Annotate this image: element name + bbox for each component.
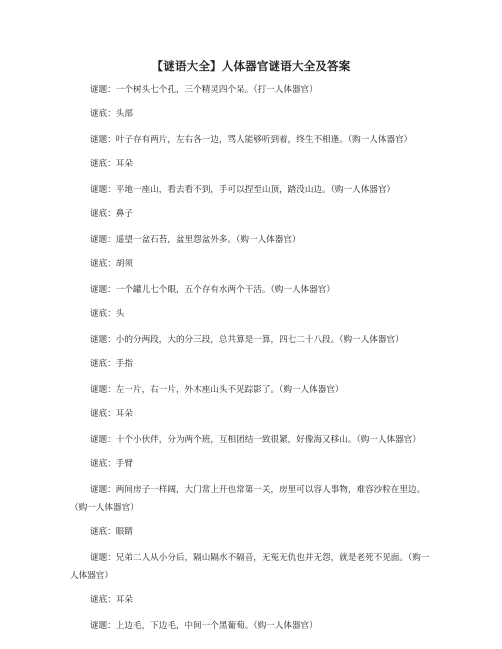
riddle-answer: 谜底：头部 [90, 109, 133, 119]
riddle-question: 谜题：十个小伙伴，分为两个班，互相团结一致很紧，好像海又移山。（购一人体器官） [90, 435, 421, 445]
riddle-answer: 谜底：耳朵 [90, 595, 133, 605]
riddle-answer: 谜底：头 [90, 309, 125, 319]
riddle-list [70, 81, 434, 641]
riddle-question: 谜题：一个树头七个孔，三个精灵四个呆。（打一人体器官） [90, 85, 318, 95]
riddle-answer: 谜底：手指 [90, 359, 133, 369]
riddle-question: 谜题：遥望一盆石苔，盆里怨盆外多。（购一人体器官） [90, 235, 301, 245]
riddle-answer: 谜底：眼睛 [90, 527, 133, 537]
riddle-question: 谜题：两间房子一样阔，大门常上开也常第一关，房里可以容人事物，难容沙粒在里边。（购一人体器官） [70, 485, 426, 513]
riddle-question: 谜题：上边毛，下边毛，中间一个黑葡萄。（购一人体器官） [90, 621, 318, 631]
riddle-question: 谜题：左一片，右一片，外木座山头不见踪影了。（购一人体器官） [90, 385, 344, 395]
riddle-answer: 谜底：胡须 [90, 259, 133, 269]
document-title: 【谜语大全】人体器官谜语大全及答案 [151, 59, 351, 73]
riddle-answer: 谜底：耳朵 [90, 159, 133, 169]
riddle-question: 谜题：小的分两段，大的分三段，总共算是一算，四七二十八段。（购一人体器官） [90, 335, 404, 345]
riddle-question: 谜题：叶子存有两片，左右各一边，骂人能够听到着，终生不相逢。（购一人体器官） [90, 135, 413, 145]
riddle-answer: 谜底：手臂 [90, 459, 133, 469]
riddle-answer: 谜底：耳朵 [90, 409, 133, 419]
riddle-answer: 谜底：鼻子 [90, 209, 133, 219]
riddle-question: 谜题：平地一座山，看去看不到，手可以捏至山顶，踏没山边。（购一人体器官） [90, 185, 396, 195]
riddle-question: 谜题：一个罐儿七个眼，五个存有水两个干活。（购一人体器官） [90, 285, 335, 295]
riddle-question: 谜题：兄弟二人从小分后，隔山隔水不隔音，无冤无仇也并无怨，就是老死不见面。（购一人体器官） [70, 553, 430, 581]
